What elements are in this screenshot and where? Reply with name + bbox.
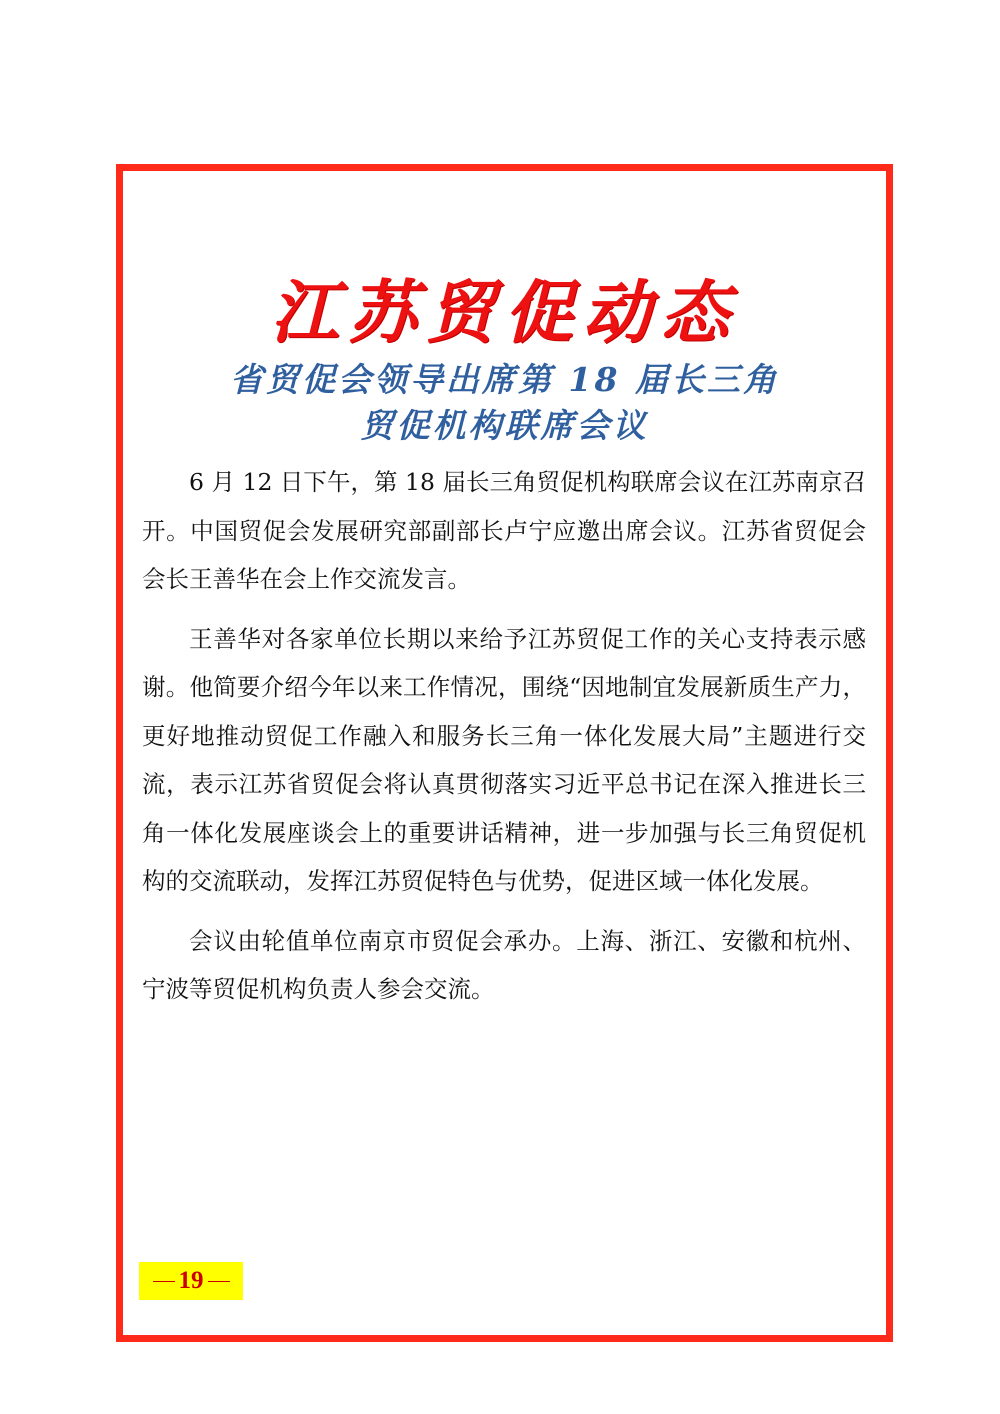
article-body <box>142 458 866 1025</box>
headline-line-2: 贸促机构联席会议 <box>360 406 649 445</box>
page-number: 19 <box>178 1267 204 1294</box>
dash-right <box>208 1281 230 1282</box>
headline-line-1: 省贸促会领导出席第 18 届长三角 <box>230 360 779 399</box>
dash-left <box>153 1281 175 1282</box>
masthead-title: 江苏贸促动态 <box>270 273 739 353</box>
page-frame <box>116 164 893 1342</box>
article-paragraph: 会议由轮值单位南京市贸促会承办。上海、浙江、安徽和杭州、宁波等贸促机构负责人参会交流。 <box>142 926 866 1003</box>
article-headline <box>123 357 886 449</box>
article-paragraph: 王善华对各家单位长期以来给予江苏贸促工作的关心支持表示感谢。他简要介绍今年以来工作情况，围绕“因地制宜发展新质生产力，更好地推动贸促工作融入和服务长三角一体化发展大局”主题进行交流，表示江苏省贸促会将认真贯彻落实习近平总书记在深入推进长三角一体化发展座谈会上的重要讲话精神，进一步加强与长三角贸促机构的交流联动，发挥江苏贸促特色与优势，促进区域一体化发展。 <box>142 624 866 895</box>
page-number-badge <box>139 1262 243 1300</box>
article-paragraph: 6 月 12 日下午，第 18 届长三角贸促机构联席会议在江苏南京召开。中国贸促会发展研究部副部长卢宁应邀出席会议。江苏省贸促会会长王善华在会上作交流发言。 <box>142 468 866 593</box>
